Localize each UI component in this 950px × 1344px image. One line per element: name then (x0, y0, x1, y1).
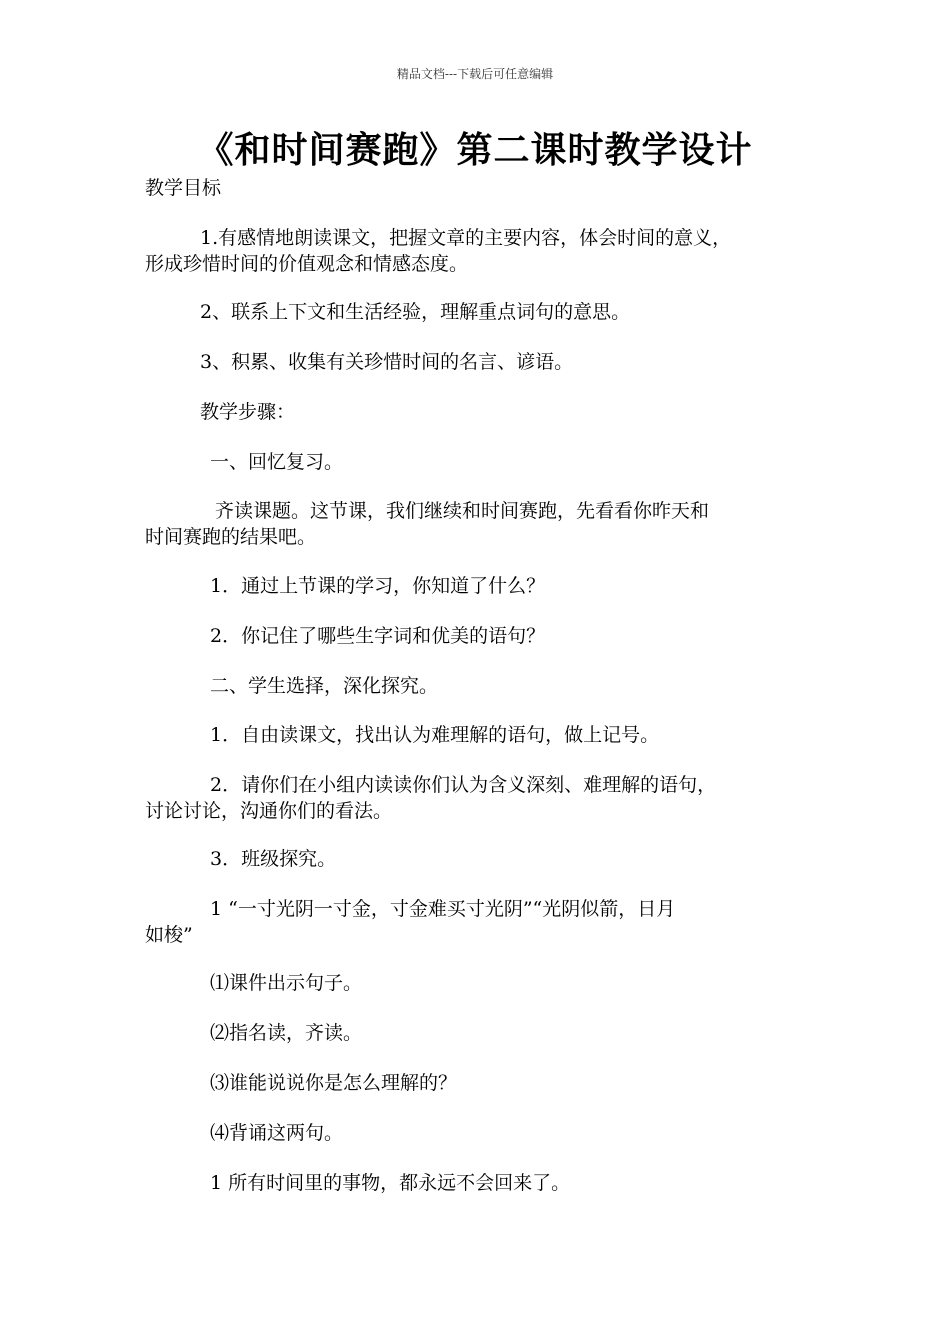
steps-heading: 教学步骤： (200, 401, 296, 423)
step-2-item-3: 3．班级探究。 (210, 848, 337, 870)
quote-1-line-1: 1 “一寸光阴一寸金，寸金难买寸光阴”“光阴似箭，日月 (210, 898, 676, 920)
quote-1-line-2: 如梭” (145, 924, 193, 946)
sub-item-4: ⑷背诵这两句。 (210, 1122, 344, 1144)
sub-item-1: ⑴课件出示句子。 (210, 972, 363, 994)
step-1-question-2: 2．你记住了哪些生字词和优美的语句？ (210, 625, 546, 647)
document-title: 《和时间赛跑》第二课时教学设计 (197, 129, 753, 171)
step-1-heading: 一、回忆复习。 (210, 451, 344, 473)
goal-2: 2、联系上下文和生活经验，理解重点词句的意思。 (200, 301, 631, 323)
step-2-heading: 二、学生选择，深化探究。 (210, 675, 439, 697)
goal-3: 3、积累、收集有关珍惜时间的名言、谚语。 (200, 351, 574, 373)
sub-item-2: ⑵指名读，齐读。 (210, 1022, 363, 1044)
step-2-item-2 (145, 772, 716, 824)
step-1-question-1: 1．通过上节课的学习，你知道了什么？ (210, 575, 546, 597)
goal-1-line-1: 1.有感情地朗读课文，把握文章的主要内容，体会时间的意义， (200, 227, 732, 249)
goal-1-line-2: 形成珍惜时间的价值观念和情感态度。 (145, 253, 469, 275)
step-2-item-2-line-2: 讨论讨论，沟通你们的看法。 (145, 800, 393, 822)
step-1-intro (145, 498, 709, 550)
quote-2: 1 所有时间里的事物，都永远不会回来了。 (210, 1172, 571, 1194)
sub-item-3: ⑶谁能说说你是怎么理解的？ (210, 1072, 458, 1094)
header-note: 精品文档---下载后可任意编辑 (396, 67, 554, 81)
quote-1 (145, 896, 675, 948)
step-2-item-2-line-1: 2．请你们在小组内读读你们认为含义深刻、难理解的语句， (210, 774, 717, 796)
step-2-item-1: 1．自由读课文，找出认为难理解的语句，做上记号。 (210, 724, 660, 746)
step-1-intro-line-1: 齐读课题。这节课，我们继续和时间赛跑，先看看你昨天和 (215, 500, 710, 522)
section-goals-heading: 教学目标 (145, 177, 222, 199)
goal-1 (145, 225, 731, 277)
step-1-intro-line-2: 时间赛跑的结果吧。 (145, 526, 317, 548)
